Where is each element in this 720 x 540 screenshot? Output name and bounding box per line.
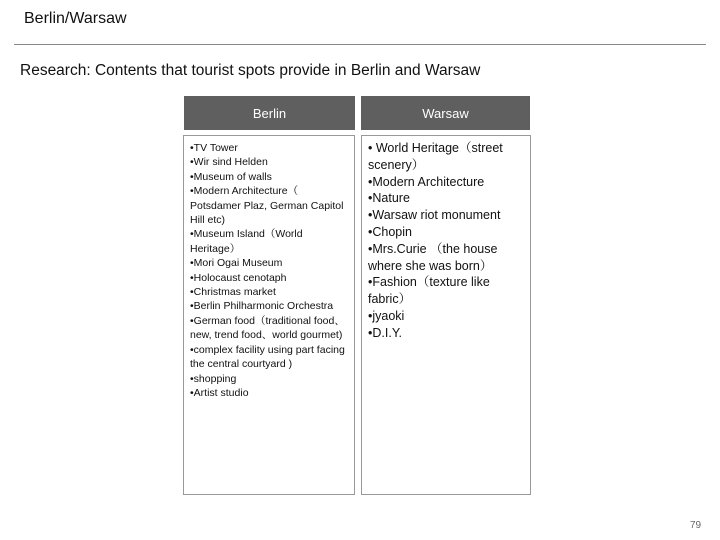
list-item: •complex facility using part facing the central courtyard ) — [190, 343, 345, 371]
list-item: •Mori Ogai Museum — [190, 257, 283, 270]
list-item: •Wir sind Helden — [190, 156, 268, 169]
warsaw-content-box — [361, 135, 531, 495]
list-item: • World Heritage（street scenery） — [368, 141, 503, 172]
list-item: •Museum of walls — [190, 170, 272, 183]
warsaw-column-header: Warsaw — [361, 96, 530, 130]
berlin-column-header: Berlin — [184, 96, 355, 130]
list-item: •German food（traditional food、new, trend food、world gourmet) — [190, 314, 345, 342]
berlin-spot-list — [184, 136, 354, 400]
slide-title: Berlin/Warsaw — [24, 10, 127, 27]
list-item: •Nature — [368, 191, 410, 206]
warsaw-spot-list — [362, 136, 530, 342]
list-item: •shopping — [190, 372, 237, 385]
list-item: •Mrs.Curie （the house where she was born） — [368, 241, 498, 273]
list-item: •Chopin — [368, 224, 412, 239]
list-item: •jyaoki — [368, 308, 405, 323]
list-item: •Artist studio — [190, 386, 249, 399]
list-item: •TV Tower — [190, 142, 238, 154]
list-item: •Berlin Philharmonic Orchestra — [190, 300, 334, 313]
list-item: •Warsaw riot monument — [368, 208, 501, 223]
list-item: •Christmas market — [190, 286, 276, 299]
list-item: •Modern Architecture — [368, 174, 485, 189]
title-divider — [14, 44, 706, 45]
list-item: •Fashion（texture like fabric） — [368, 275, 490, 307]
list-item: •Museum Island（World Heritage） — [190, 228, 303, 255]
list-item: •D.I.Y. — [368, 325, 403, 340]
slide-subtitle: Research: Contents that tourist spots provide in Berlin and Warsaw — [20, 62, 481, 79]
page-number: 79 — [690, 520, 702, 531]
list-item: •Modern Architecture（ Potsdamer Plaz, German Capitol Hill etc) — [190, 185, 344, 227]
list-item: •Holocaust cenotaph — [190, 271, 287, 284]
berlin-content-box — [183, 135, 355, 495]
